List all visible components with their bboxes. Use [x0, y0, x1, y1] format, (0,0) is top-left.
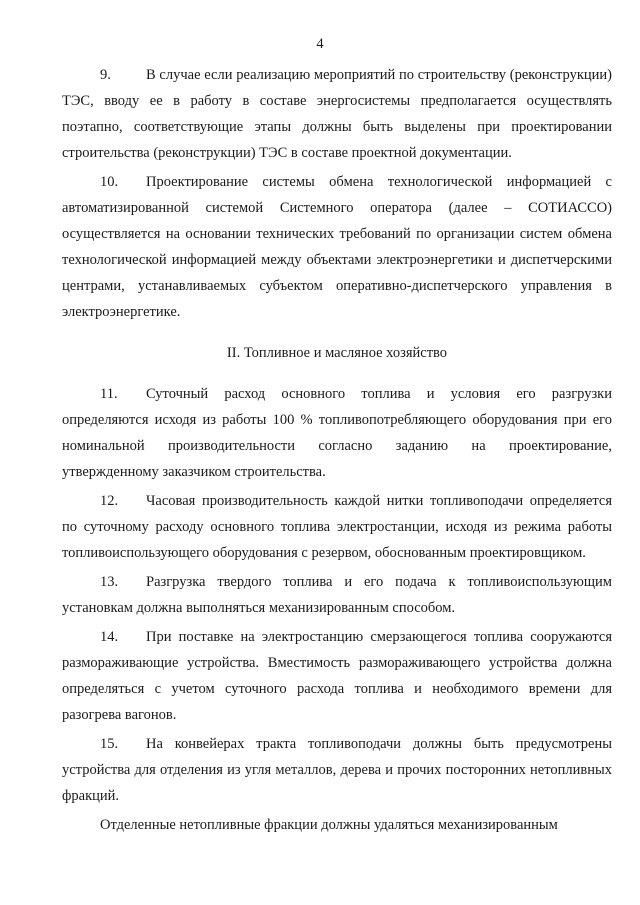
paragraph-14	[62, 624, 612, 728]
paragraph-number: 12.	[100, 493, 119, 509]
paragraph-10	[62, 169, 612, 325]
paragraph-text: При поставке на электростанцию смерзающегося топлива сооружаются размораживающие устройства. Вместимость размораживающего устройства должна определяться с учетом суточного расхода топлива и необходимого времени для разогрева вагонов.	[62, 629, 612, 723]
paragraph-text: Разгрузка твердого топлива и его подача к топливоиспользующим установкам должна выполняться механизированным способом.	[62, 574, 612, 616]
paragraph-number: 14.	[100, 629, 119, 645]
section-title: II. Топливное и масляное хозяйство	[226, 345, 448, 361]
paragraph-text: На конвейерах тракта топливоподачи должны быть предусмотрены устройства для отделения из угля металлов, дерева и прочих посторонних нетопливных фракций.	[62, 736, 612, 804]
paragraph-number: 13.	[100, 574, 119, 590]
paragraph-text: Проектирование системы обмена технологической информацией с автоматизированной системой Системного оператора (далее – СОТИАССО) осуществляется на основании технических требований по организации систем обмена технологической информацией между объектами электроэнергетики и диспетчерскими центрами, устанавливаемых субъектом оперативно-диспетчерского управления в электроэнергетике.	[62, 174, 612, 320]
paragraph-text: В случае если реализацию мероприятий по строительству (реконструкции) ТЭС, вводу ее в работу в составе энергосистемы предполагается осуществлять поэтапно, соответствующие этапы должны быть выделены при проектировании строительства (реконструкции) ТЭС в составе проектной документации.	[62, 67, 612, 161]
paragraph-text: Суточный расход основного топлива и условия его разгрузки определяются исходя из работы 100 % топливопотребляющего оборудования при его номинальной производительности согласно заданию на проектирование, утвержденному заказчиком строительства.	[62, 386, 612, 480]
paragraph-13	[62, 569, 612, 621]
paragraph-number: 9.	[100, 67, 111, 83]
paragraph-text: Отделенные нетопливные фракции должны удаляться механизированным	[100, 817, 558, 833]
page-number: 4	[316, 36, 324, 52]
paragraph-number: 10.	[100, 174, 119, 190]
paragraph-15	[62, 731, 612, 809]
document-body	[62, 62, 612, 838]
paragraph-11	[62, 381, 612, 485]
paragraph-12	[62, 488, 612, 566]
paragraph-continuation	[62, 812, 612, 838]
paragraph-number: 11.	[100, 386, 118, 402]
paragraph-number: 15.	[100, 736, 119, 752]
paragraph-text: Часовая производительность каждой нитки топливоподачи определяется по суточному расходу основного топлива электростанции, исходя из режима работы топливоиспользующего оборудования с резервом, обоснованным проектировщиком.	[62, 493, 612, 561]
paragraph-9	[62, 62, 612, 166]
